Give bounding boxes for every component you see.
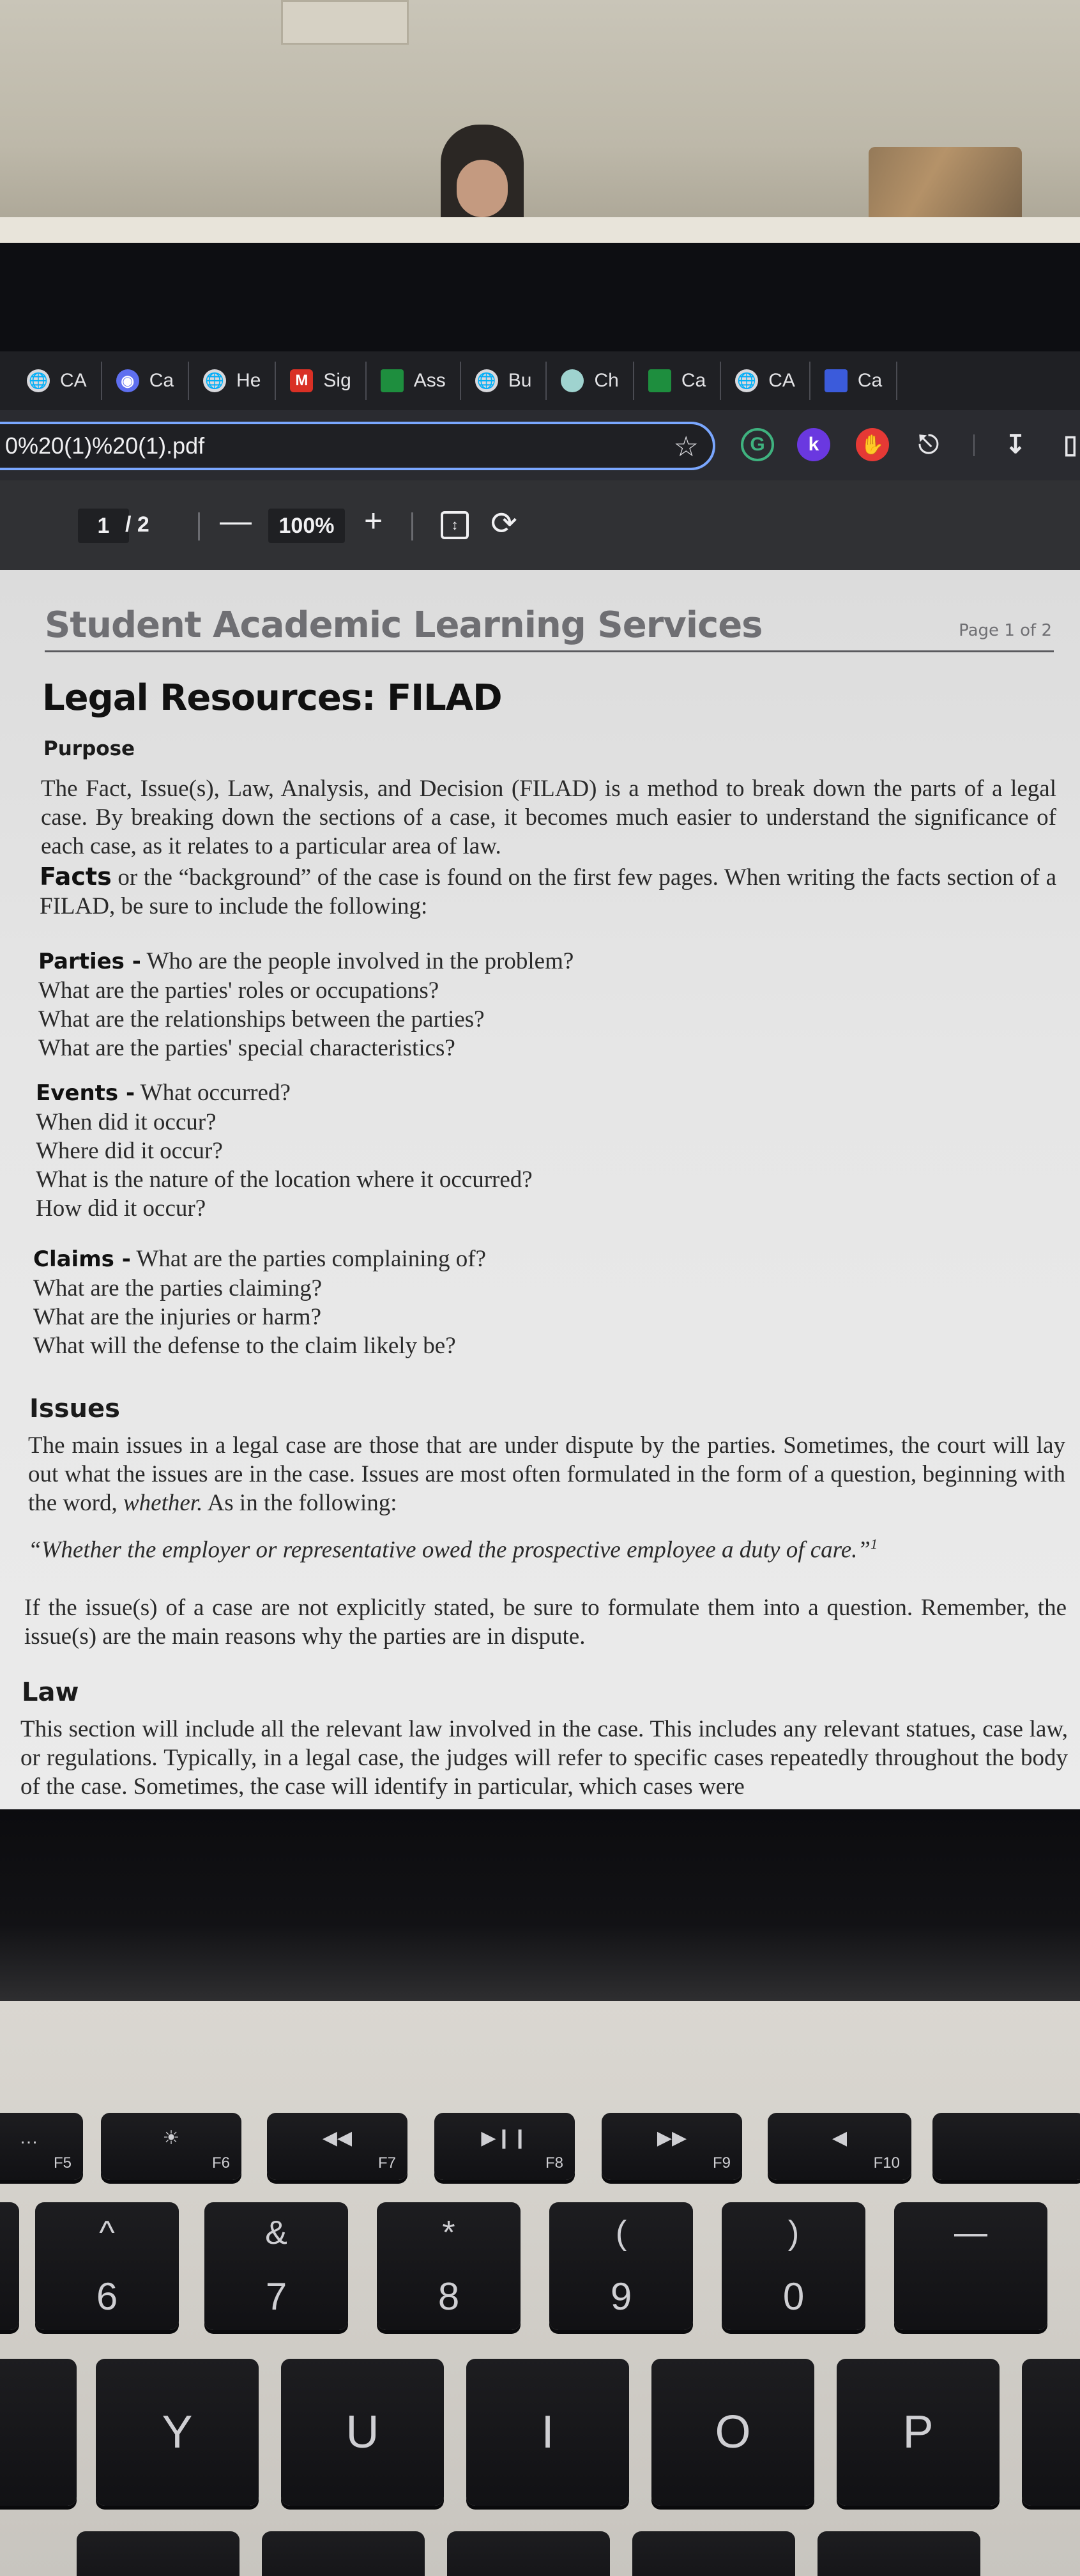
canvas-icon: ◉ bbox=[116, 369, 139, 392]
key-fn-label: F5 bbox=[53, 2154, 72, 2172]
key-shift-label: * bbox=[442, 2214, 455, 2251]
url-text: 0%20(1)%20(1).pdf bbox=[5, 433, 205, 459]
keyboard-deck bbox=[0, 2001, 1080, 2576]
rotate-icon[interactable]: ⟳ bbox=[491, 505, 517, 541]
issues-text: As in the following: bbox=[202, 1490, 397, 1516]
tab-label: CA bbox=[60, 370, 87, 391]
download-icon[interactable]: ↧ bbox=[1005, 431, 1026, 459]
key-shift-label: ( bbox=[615, 2214, 627, 2251]
tab-label: Ca bbox=[857, 370, 883, 391]
key-fn-label: F7 bbox=[377, 2154, 396, 2172]
list-item: What is the nature of the location where it occurred? bbox=[36, 1167, 533, 1193]
list-item: What will the defense to the claim likely be? bbox=[33, 1333, 456, 1359]
address-bar[interactable] bbox=[0, 422, 715, 470]
list-item-text: What occurred? bbox=[135, 1080, 291, 1106]
key-fn-label: F8 bbox=[545, 2154, 563, 2172]
key-0[interactable] bbox=[722, 2202, 865, 2330]
key-t[interactable] bbox=[0, 2359, 77, 2506]
tab[interactable] bbox=[810, 362, 897, 400]
key-icon: ▶▶ bbox=[657, 2128, 687, 2149]
issues-text: The main issues in a legal case are those that are under dispute by the parties. Sometimes, the court will lay out what the issues are in the case. Issues are most often formulated in the form of a question, beginning with the word, bbox=[28, 1432, 1065, 1516]
tab[interactable] bbox=[13, 362, 102, 400]
chatgpt-icon bbox=[561, 369, 584, 392]
adblock-extension-icon[interactable]: ✋ bbox=[856, 428, 889, 461]
fit-to-page-icon[interactable]: ↕ bbox=[441, 511, 469, 539]
globe-icon: 🌐 bbox=[203, 369, 226, 392]
tab[interactable] bbox=[102, 362, 189, 400]
desk-clutter bbox=[869, 147, 1022, 224]
key-j[interactable] bbox=[262, 2531, 425, 2576]
events-lead: Events - bbox=[36, 1080, 135, 1106]
key-label: 7 bbox=[265, 2275, 287, 2318]
key-shift-label: & bbox=[265, 2214, 287, 2251]
bookmark-star-icon[interactable]: ☆ bbox=[673, 431, 699, 463]
pdf-toolbar bbox=[0, 480, 1080, 570]
key-h[interactable] bbox=[77, 2531, 240, 2576]
key-label: 9 bbox=[610, 2275, 632, 2318]
laptop-top-bezel bbox=[0, 243, 1080, 351]
list-item: What are the parties' roles or occupations? bbox=[38, 977, 439, 1004]
person-face bbox=[457, 160, 508, 217]
key-minus[interactable] bbox=[894, 2202, 1047, 2330]
tab[interactable] bbox=[189, 362, 276, 400]
tab-label: Sig bbox=[323, 370, 351, 391]
list-item-text: What are the parties complaining of? bbox=[130, 1246, 486, 1272]
key-l[interactable] bbox=[632, 2531, 795, 2576]
issues-heading: Issues bbox=[29, 1394, 120, 1423]
tab[interactable] bbox=[634, 362, 721, 400]
zoom-in-button[interactable]: + bbox=[364, 503, 383, 539]
list-item: What are the relationships between the parties? bbox=[38, 1006, 485, 1032]
background-room bbox=[0, 0, 1080, 243]
pdf-toolbar-divider bbox=[198, 512, 200, 540]
pdf-page bbox=[0, 570, 1080, 1809]
events-list bbox=[36, 1078, 533, 1223]
issues-whether: whether. bbox=[123, 1490, 203, 1516]
tab[interactable] bbox=[721, 362, 810, 400]
k-extension-icon[interactable]: k bbox=[797, 428, 830, 461]
key-icon: ▶❙❙ bbox=[481, 2128, 528, 2149]
key-label: 8 bbox=[437, 2275, 460, 2318]
tab-label: Ass bbox=[413, 370, 446, 391]
browser-toolbar bbox=[0, 410, 1080, 480]
list-item: When did it occur? bbox=[36, 1109, 217, 1135]
key-shift-label: — bbox=[954, 2214, 987, 2251]
key-9[interactable] bbox=[549, 2202, 693, 2330]
page-number-input[interactable]: 1 bbox=[78, 509, 129, 543]
key-f9[interactable] bbox=[602, 2113, 742, 2180]
key-f7[interactable] bbox=[267, 2113, 407, 2180]
key-label: I bbox=[541, 2407, 554, 2458]
key-bracket[interactable] bbox=[1022, 2359, 1080, 2506]
extensions-puzzle-icon[interactable]: ⎋ bbox=[918, 430, 939, 459]
issue-example-quote bbox=[28, 1536, 878, 1563]
list-item: What are the parties' special characteristics? bbox=[38, 1035, 455, 1061]
key-label: 0 bbox=[782, 2275, 805, 2318]
list-item: Where did it occur? bbox=[36, 1138, 223, 1164]
calendar-icon bbox=[825, 369, 848, 392]
key-f10[interactable] bbox=[768, 2113, 911, 2180]
list-item: What are the parties claiming? bbox=[33, 1275, 323, 1301]
purpose-text: The Fact, Issue(s), Law, Analysis, and Decision (FILAD) is a method to break down the parts of a legal case. By breaking down the sections of a case, it becomes much easier to understand the significance of each case, as it relates to a particular area of law. bbox=[41, 776, 1056, 859]
key-5[interactable] bbox=[0, 2202, 19, 2330]
zoom-level-input[interactable]: 100% bbox=[268, 509, 345, 543]
wall-frame bbox=[281, 0, 409, 45]
parties-list bbox=[38, 947, 574, 1062]
key-7[interactable] bbox=[204, 2202, 348, 2330]
sheet-icon bbox=[381, 369, 404, 392]
list-item: What are the injuries or harm? bbox=[33, 1304, 321, 1330]
key-6[interactable] bbox=[35, 2202, 179, 2330]
key-label: P bbox=[902, 2407, 934, 2458]
browser-tab-strip bbox=[0, 351, 1080, 410]
gmail-icon: M bbox=[290, 369, 313, 392]
key-shift-label: ) bbox=[787, 2214, 800, 2251]
key-label: 6 bbox=[96, 2275, 118, 2318]
facts-paragraph bbox=[40, 862, 1056, 921]
key-label: O bbox=[715, 2407, 751, 2458]
key-semicolon[interactable] bbox=[818, 2531, 980, 2576]
parties-lead: Parties - bbox=[38, 949, 141, 974]
key-icon: ◀ bbox=[832, 2128, 848, 2149]
grammarly-extension-icon[interactable]: G bbox=[741, 428, 774, 461]
header-rule bbox=[45, 650, 1054, 652]
issues-paragraph bbox=[28, 1431, 1065, 1517]
key-y[interactable] bbox=[96, 2359, 259, 2506]
globe-icon: 🌐 bbox=[475, 369, 498, 392]
toolbar-divider bbox=[973, 434, 975, 456]
key-p[interactable] bbox=[837, 2359, 1000, 2506]
side-panel-icon[interactable]: ▯ bbox=[1063, 431, 1077, 459]
purpose-paragraph bbox=[41, 774, 1056, 861]
tab-label: CA bbox=[768, 370, 795, 391]
law-paragraph: This section will include all the relevant law involved in the case. This includes any relevant statues, case law, or regulations. Typically, in a legal case, the judges will refer to specific cases repeatedly throughout the body of the case. Sometimes, the case will identify in particular, which cases were bbox=[20, 1716, 1068, 1800]
tab[interactable] bbox=[461, 362, 547, 400]
tab-label: Ch bbox=[594, 370, 619, 391]
claims-lead: Claims - bbox=[33, 1246, 131, 1272]
footnote-marker: 1 bbox=[870, 1536, 878, 1552]
key-k[interactable] bbox=[447, 2531, 610, 2576]
page-indicator: Page 1 of 2 bbox=[959, 621, 1052, 640]
document-title: Legal Resources: FILAD bbox=[42, 677, 502, 719]
globe-icon: 🌐 bbox=[735, 369, 758, 392]
tab-label: Bu bbox=[508, 370, 532, 391]
laptop-bottom-bezel bbox=[0, 1809, 1080, 2001]
key-o[interactable] bbox=[651, 2359, 814, 2506]
key-fn-label: F6 bbox=[211, 2154, 230, 2172]
issues-paragraph-2: If the issue(s) of a case are not explicitly stated, be sure to formulate them into a question. Remember, the issue(s) are the main reasons why the parties are in dispute. bbox=[24, 1595, 1067, 1650]
tab[interactable] bbox=[547, 362, 634, 400]
key-shift-label: ^ bbox=[99, 2214, 115, 2251]
key-fn-label: F10 bbox=[873, 2154, 900, 2172]
document-header-title: Student Academic Learning Services bbox=[45, 604, 763, 646]
tab-label: Ca bbox=[149, 370, 174, 391]
list-item bbox=[33, 1245, 486, 1274]
globe-icon: 🌐 bbox=[27, 369, 50, 392]
tab-label: Ca bbox=[681, 370, 706, 391]
key-fn-label: F9 bbox=[712, 2154, 731, 2172]
screen-top-edge bbox=[0, 217, 1080, 243]
page-count: / 2 bbox=[125, 512, 149, 537]
key-8[interactable] bbox=[377, 2202, 521, 2330]
tab[interactable] bbox=[276, 362, 366, 400]
key-label: Y bbox=[162, 2407, 193, 2458]
list-item: How did it occur? bbox=[36, 1195, 206, 1222]
sheet-icon bbox=[648, 369, 671, 392]
list-item bbox=[38, 947, 574, 976]
law-heading: Law bbox=[22, 1678, 79, 1707]
key-icon: ◀◀ bbox=[322, 2128, 353, 2149]
key-u[interactable] bbox=[281, 2359, 444, 2506]
key-f8[interactable] bbox=[434, 2113, 575, 2180]
key-f6[interactable] bbox=[101, 2113, 241, 2180]
list-item bbox=[36, 1078, 533, 1108]
facts-text: or the “background” of the case is found on the first few pages. When writing the facts section of a FILAD, be sure to include the following: bbox=[40, 864, 1056, 919]
key-icon: … bbox=[19, 2127, 38, 2148]
key-label: U bbox=[346, 2407, 379, 2458]
key-f5[interactable] bbox=[0, 2113, 83, 2180]
facts-lead: Facts bbox=[40, 862, 112, 891]
key-f11[interactable] bbox=[932, 2113, 1080, 2180]
zoom-out-button[interactable]: — bbox=[220, 503, 252, 539]
purpose-heading: Purpose bbox=[43, 737, 135, 760]
tab[interactable] bbox=[367, 362, 461, 400]
tab-label: He bbox=[236, 370, 261, 391]
key-icon: ☀ bbox=[162, 2128, 180, 2149]
pdf-toolbar-divider bbox=[411, 512, 413, 540]
quote-text: “Whether the employer or representative owed the prospective employee a duty of care.” bbox=[28, 1537, 871, 1563]
key-i[interactable] bbox=[466, 2359, 629, 2506]
list-item-text: Who are the people involved in the problem? bbox=[141, 948, 574, 974]
claims-list bbox=[33, 1245, 486, 1360]
